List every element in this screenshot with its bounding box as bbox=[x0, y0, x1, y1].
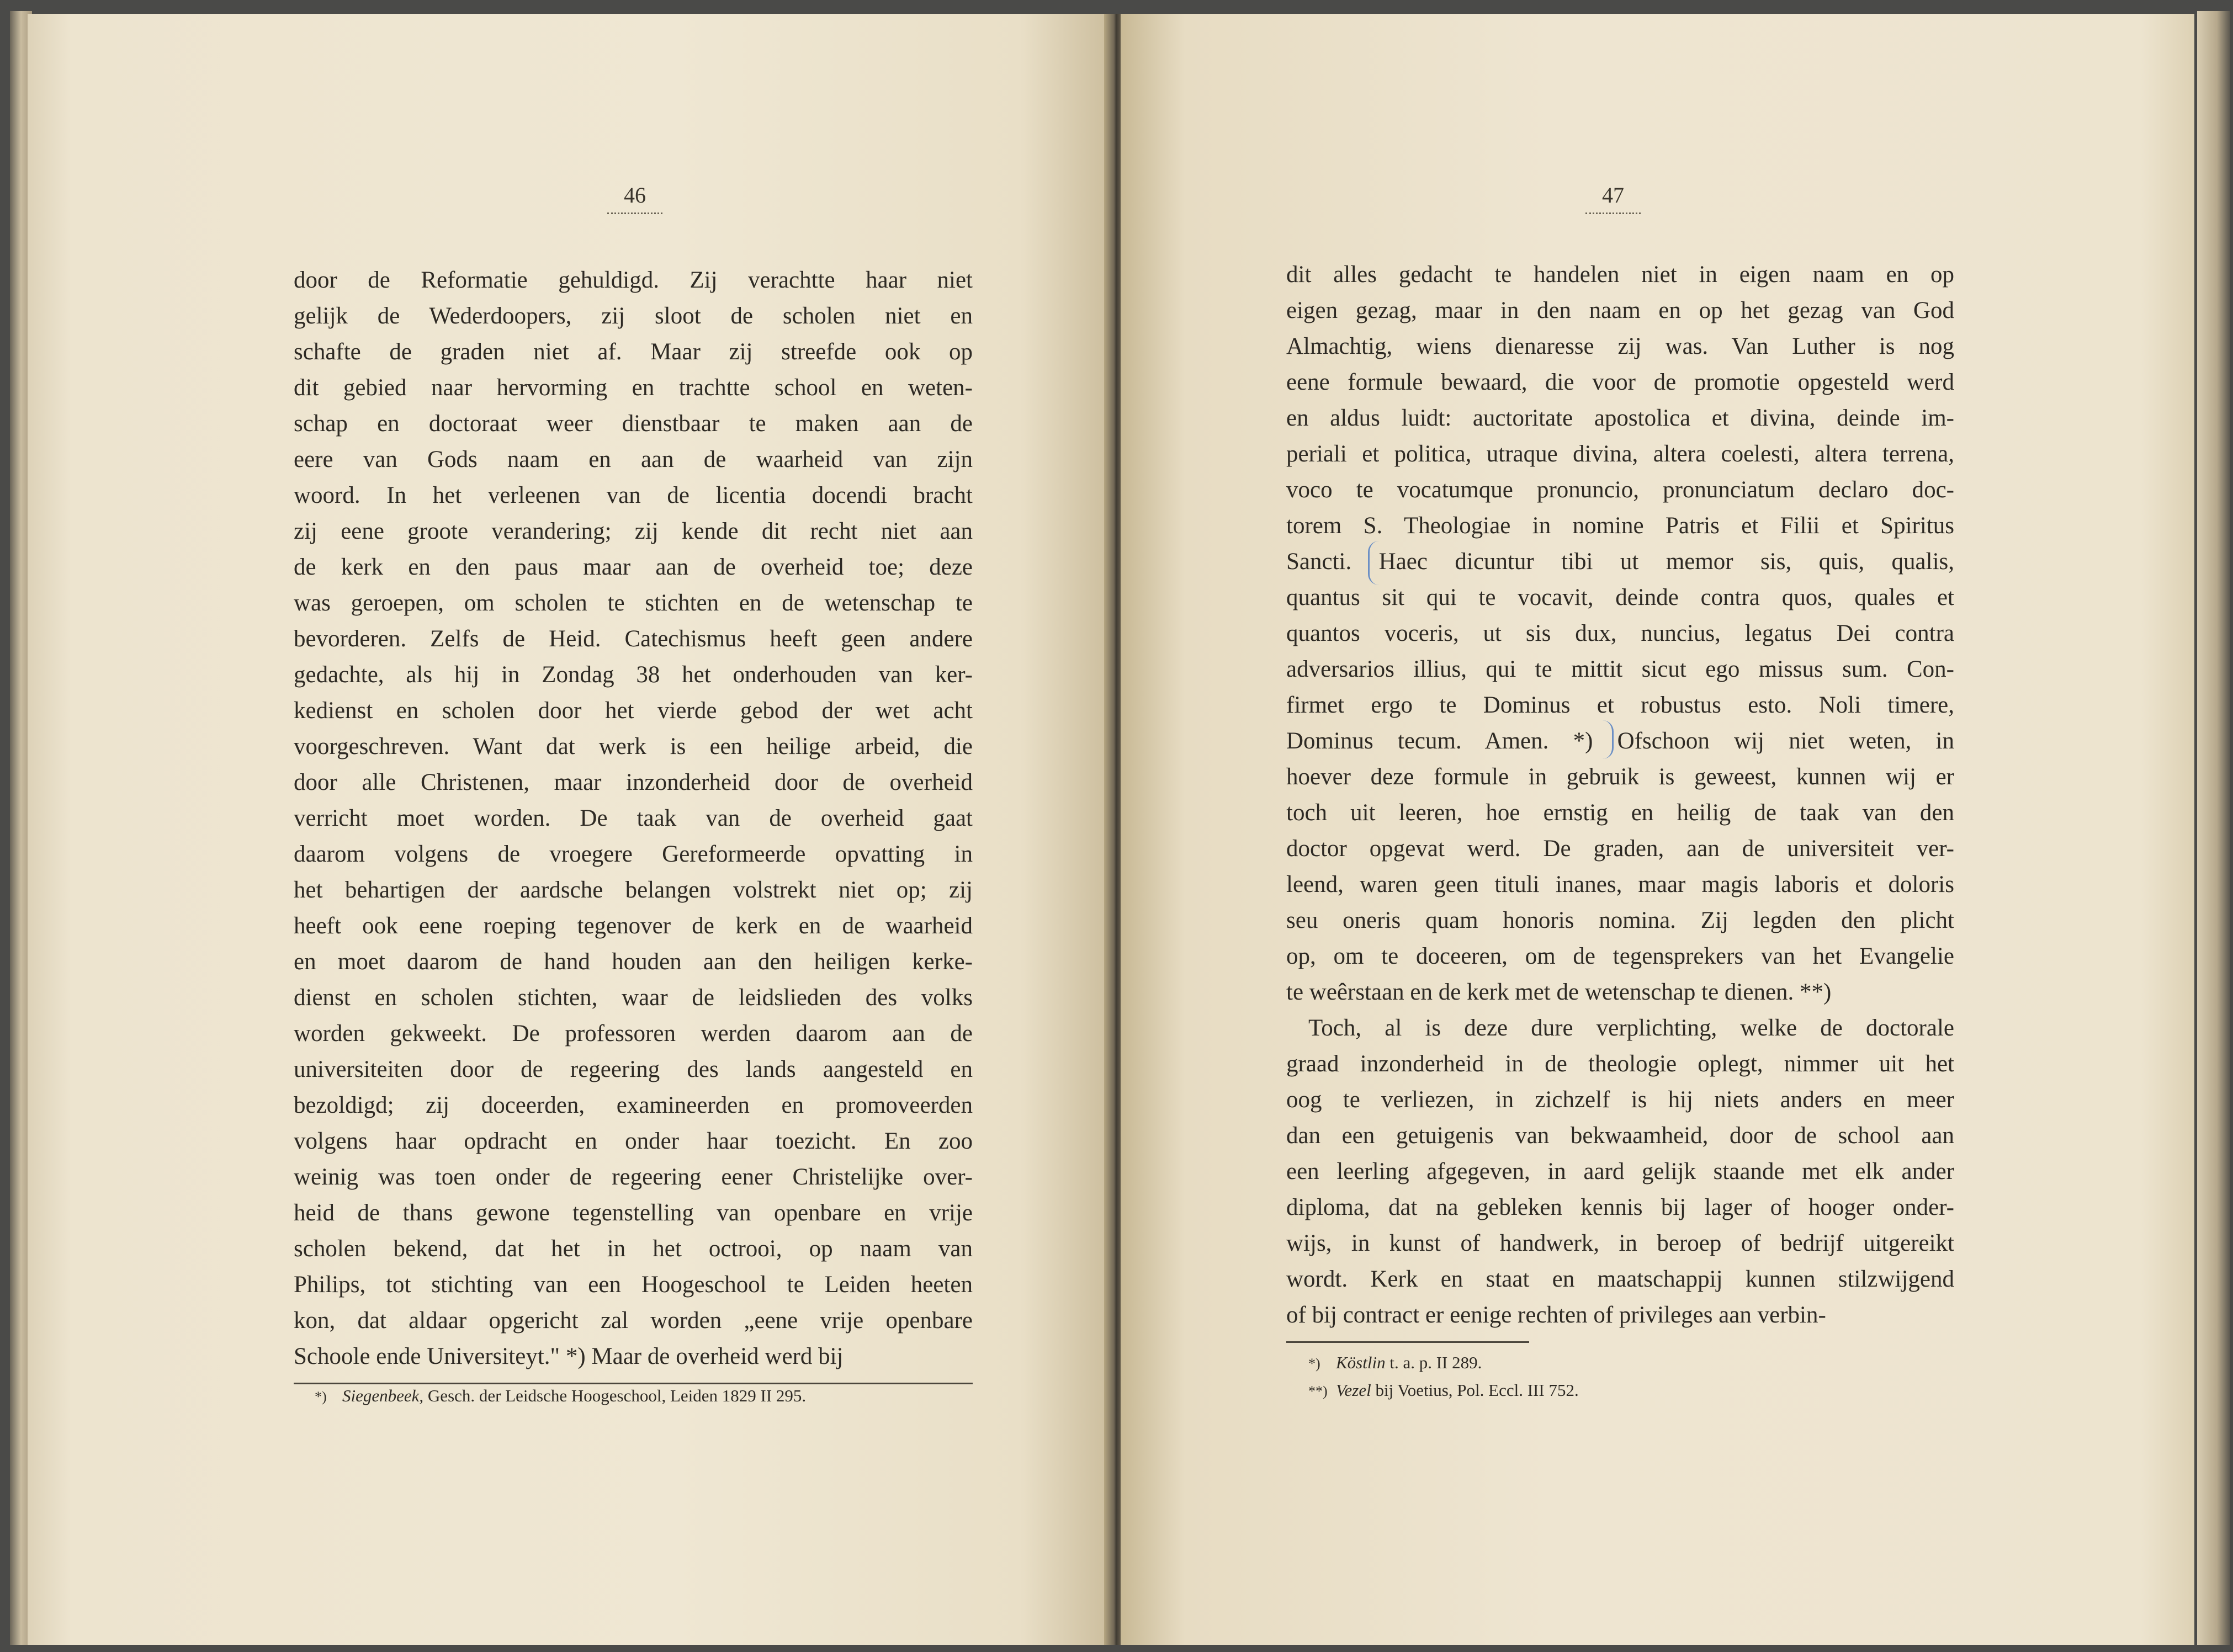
text-line: en aldus luidt: auctoritate apostolica et divina, deinde im- bbox=[1286, 405, 1954, 431]
text-line: Dominus tecum. Amen. *) Ofschoon wij niet weten, in bbox=[1286, 728, 1954, 754]
text-line: voco te vocatumque pronuncio, pronunciatum declaro doc- bbox=[1286, 477, 1954, 503]
text-line: op, om te doceeren, om de tegensprekers van het Evangelie bbox=[1286, 943, 1954, 969]
text-line: en moet daarom de hand houden aan den heiligen kerke- bbox=[294, 949, 973, 975]
footnote-mark: *) bbox=[315, 1389, 327, 1405]
text-line: periali et politica, utraque divina, altera coelesti, altera terrena, bbox=[1286, 441, 1954, 467]
text-line: daarom volgens de vroegere Gereformeerde opvatting in bbox=[294, 841, 973, 867]
text-line: verricht moet worden. De taak van de overheid gaat bbox=[294, 805, 973, 831]
text-line: gelijk de Wederdoopers, zij sloot de scholen niet en bbox=[294, 303, 973, 329]
right-body-text bbox=[1286, 257, 1954, 1333]
text-line: weinig was toen onder de regeering eener Christelijke over- bbox=[294, 1164, 973, 1190]
footnote-mark: **) bbox=[1308, 1383, 1328, 1399]
footnote-author: Köstlin bbox=[1336, 1353, 1386, 1372]
text-line: wordt. Kerk en staat en maatschappij kunnen stilzwijgend bbox=[1286, 1266, 1954, 1292]
text-line: dit alles gedacht te handelen niet in eigen naam en op bbox=[1286, 262, 1954, 288]
text-line: heeft ook eene roeping tegenover de kerk en de waarheid bbox=[294, 913, 973, 939]
text-line: gedachte, als hij in Zondag 38 het onderhouden van ker- bbox=[294, 662, 973, 688]
page-number-ornament bbox=[607, 209, 662, 214]
text-line: Toch, al is deze dure verplichting, welke de doctorale bbox=[1308, 1015, 1954, 1041]
text-line: worden gekweekt. De professoren werden daarom aan de bbox=[294, 1021, 973, 1047]
text-line: quantos voceris, ut sis dux, nuncius, legatus Dei contra bbox=[1286, 620, 1954, 646]
text-line: universiteiten door de regeering des lands aangesteld en bbox=[294, 1056, 973, 1082]
book-edge-right bbox=[2197, 11, 2230, 1645]
text-line: eene formule bewaard, die voor de promotie opgesteld werd bbox=[1286, 369, 1954, 395]
text-line: oog te verliezen, in zichzelf is hij niets anders en meer bbox=[1286, 1087, 1954, 1113]
page-number-text: 47 bbox=[1602, 183, 1624, 208]
text-line: graad inzonderheid in de theologie oplegt, nimmer uit het bbox=[1286, 1051, 1954, 1077]
text-line: seu oneris quam honoris nomina. Zij legden den plicht bbox=[1286, 907, 1954, 933]
text-line: dan een getuigenis van bekwaamheid, door de school aan bbox=[1286, 1123, 1954, 1149]
text-line: schafte de graden niet af. Maar zij streefde ook op bbox=[294, 339, 973, 365]
text-line: firmet ergo te Dominus et robustus esto. Noli timere, bbox=[1286, 692, 1954, 718]
text-line: dienst en scholen stichten, waar de leidslieden des volks bbox=[294, 985, 973, 1011]
text-line: te weêrstaan en de kerk met de wetenschap te dienen. **) bbox=[1286, 979, 1832, 1005]
left-body-text bbox=[294, 262, 973, 1374]
text-line: een leerling afgegeven, in aard gelijk staande met elk ander bbox=[1286, 1159, 1954, 1184]
right-page bbox=[1121, 14, 2194, 1645]
left-page bbox=[28, 14, 1107, 1645]
text-line: quantus sit qui te vocavit, deinde contra quos, quales et bbox=[1286, 585, 1954, 610]
text-line: leend, waren geen tituli inanes, maar magis laboris et doloris bbox=[1286, 872, 1954, 897]
page-number-left bbox=[580, 182, 690, 214]
text-line: voorgeschreven. Want dat werk is een heilige arbeid, die bbox=[294, 734, 973, 759]
text-line: bevorderen. Zelfs de Heid. Catechismus heeft geen andere bbox=[294, 626, 973, 652]
left-footnotes bbox=[315, 1383, 806, 1410]
text-line: scholen bekend, dat het in het octrooi, op naam van bbox=[294, 1236, 973, 1262]
text-line: eere van Gods naam en aan de waarheid van zijn bbox=[294, 447, 973, 472]
text-line: schap en doctoraat weer dienstbaar te maken aan de bbox=[294, 411, 973, 437]
text-line: was geroepen, om scholen te stichten en de wetenschap te bbox=[294, 590, 973, 616]
text-line: woord. In het verleenen van de licentia docendi bracht bbox=[294, 482, 973, 508]
text-line: zij eene groote verandering; zij kende dit recht niet aan bbox=[294, 518, 973, 544]
text-line: eigen gezag, maar in den naam en op het gezag van God bbox=[1286, 298, 1954, 323]
page-number-right bbox=[1558, 182, 1668, 214]
footnote-text: bij Voetius, Pol. Eccl. III 752. bbox=[1375, 1380, 1579, 1400]
footnote-mark: *) bbox=[1308, 1356, 1320, 1372]
text-line: Schoole ende Universiteyt." *) Maar de overheid werd bij bbox=[294, 1343, 844, 1369]
text-line: dit gebied naar hervorming en trachtte school en weten- bbox=[294, 375, 973, 401]
text-line: bezoldigd; zij doceerden, examineerden en promoveerden bbox=[294, 1092, 973, 1118]
text-line: door de Reformatie gehuldigd. Zij verachtte haar niet bbox=[294, 267, 973, 293]
text-line: wijs, in kunst of handwerk, in beroep of bedrijf uitgereikt bbox=[1286, 1230, 1954, 1256]
footnote bbox=[1308, 1377, 1579, 1405]
footnote-text: t. a. p. II 289. bbox=[1389, 1353, 1482, 1372]
footnote-text: Gesch. der Leidsche Hoogeschool, Leiden 1829 II 295. bbox=[427, 1386, 807, 1405]
right-footnotes bbox=[1308, 1350, 1579, 1405]
footnote bbox=[1308, 1350, 1579, 1377]
page-number-ornament bbox=[1585, 209, 1641, 214]
pencil-mark-open bbox=[1368, 541, 1381, 585]
text-line: het behartigen der aardsche belangen volstrekt niet op; zij bbox=[294, 877, 973, 903]
pencil-mark-close bbox=[1601, 720, 1614, 759]
text-line: hoever deze formule in gebruik is geweest, kunnen wij er bbox=[1286, 764, 1954, 790]
text-line: de kerk en den paus maar aan de overheid toe; deze bbox=[294, 554, 973, 580]
text-line: doctor opgevat werd. De graden, aan de universiteit ver- bbox=[1286, 836, 1954, 862]
text-line: adversarios illius, qui te mittit sicut ego missus sum. Con- bbox=[1286, 656, 1954, 682]
text-line: door alle Christenen, maar inzonderheid door de overheid bbox=[294, 769, 973, 795]
text-line: heid de thans gewone tegenstelling van openbare en vrije bbox=[294, 1200, 973, 1226]
footnote-rule bbox=[1286, 1341, 1529, 1343]
text-line: kon, dat aldaar opgericht zal worden „eene vrije openbare bbox=[294, 1308, 973, 1334]
text-line: toch uit leeren, hoe ernstig en heilig de taak van den bbox=[1286, 800, 1954, 826]
text-line: Almachtig, wiens dienaresse zij was. Van Luther is nog bbox=[1286, 333, 1954, 359]
text-line: torem S. Theologiae in nomine Patris et Filii et Spiritus bbox=[1286, 513, 1954, 539]
page-number-text: 46 bbox=[624, 183, 646, 208]
footnote-author: Vezel bbox=[1336, 1380, 1371, 1400]
text-line: of bij contract er eenige rechten of privileges aan verbin- bbox=[1286, 1302, 1826, 1328]
text-line: volgens haar opdracht en onder haar toezicht. En zoo bbox=[294, 1128, 973, 1154]
text-line: Philips, tot stichting van een Hoogeschool te Leiden heeten bbox=[294, 1272, 973, 1298]
text-line: diploma, dat na gebleken kennis bij lager of hooger onder- bbox=[1286, 1194, 1954, 1220]
text-line: Sancti. Haec dicuntur tibi ut memor sis, quis, qualis, bbox=[1286, 549, 1954, 575]
footnote-author: Siegenbeek, bbox=[342, 1386, 424, 1405]
footnote bbox=[315, 1383, 806, 1410]
text-line: kedienst en scholen door het vierde gebod der wet acht bbox=[294, 698, 973, 724]
